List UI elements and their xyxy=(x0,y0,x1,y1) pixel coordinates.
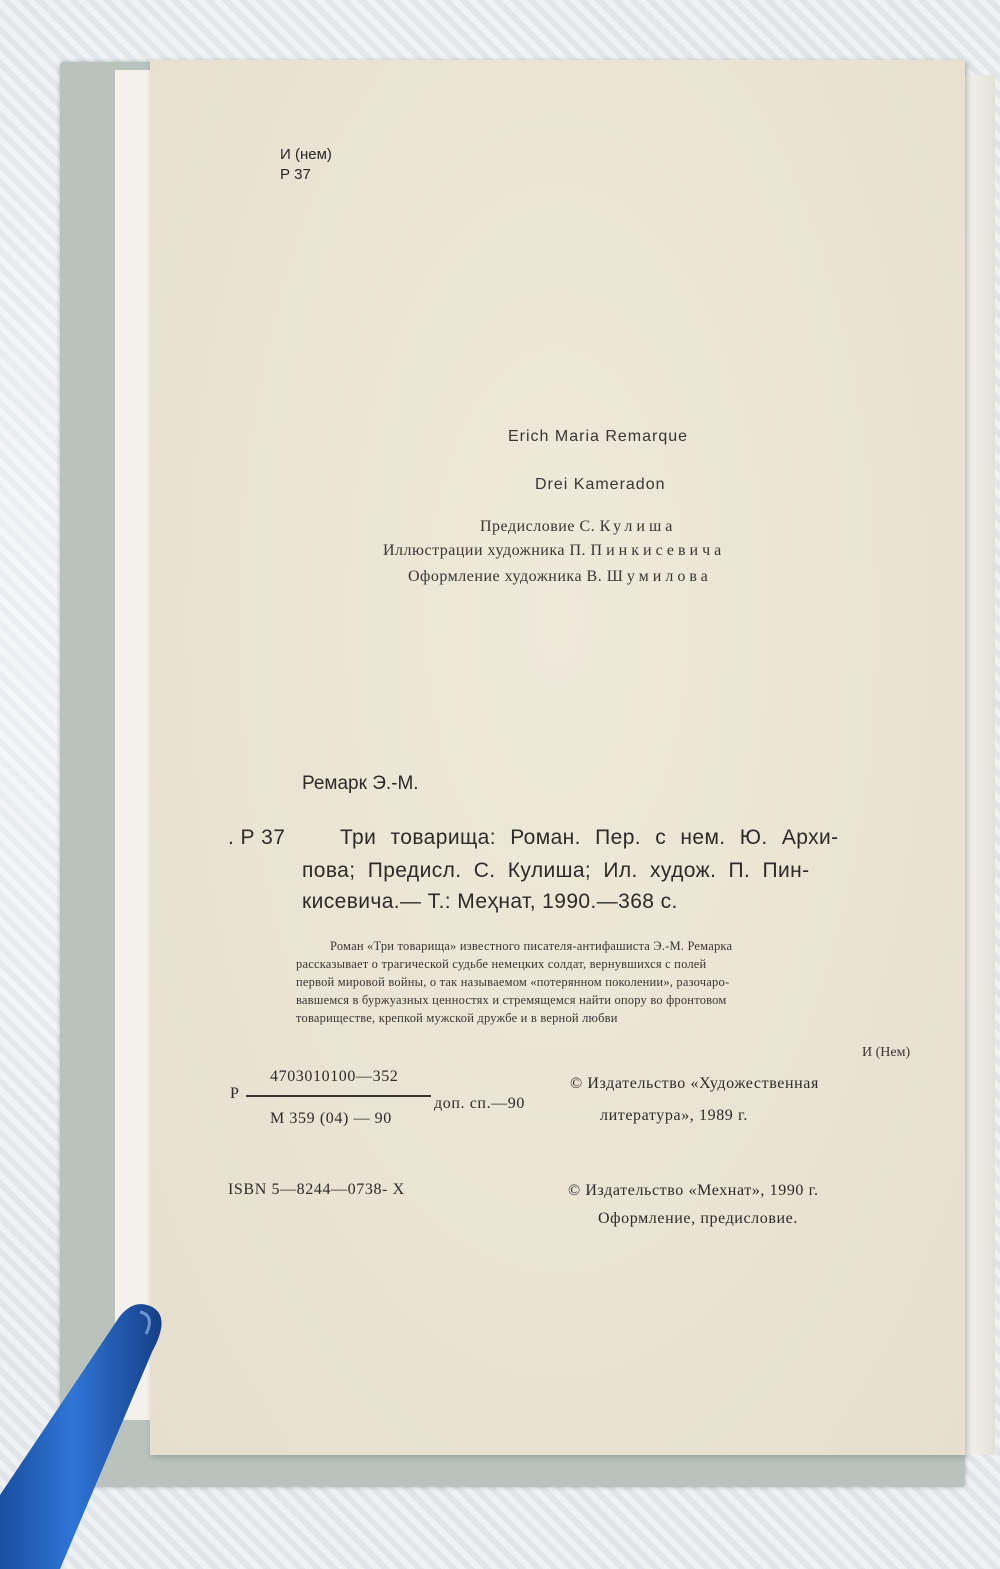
annotation-line-3: первой мировой войны, о так называемом «потерянном поколении», разочаро- xyxy=(296,975,730,989)
catalog-entry-line-2: пова; Предисл. С. Кулиша; Ил. худож. П. Пин- xyxy=(302,859,810,882)
credit-design-prefix: Оформление художника В. xyxy=(408,568,603,585)
annotation-line-2: рассказывает о трагической судьбе немецких солдат, вернувшихся с полей xyxy=(296,957,707,971)
pricing-denominator: М 359 (04) — 90 xyxy=(270,1110,392,1127)
credit-foreword-prefix: Предисловие С. xyxy=(480,518,596,535)
isbn-number: ISBN 5—8244—0738- X xyxy=(228,1181,405,1198)
header-code-2: Р 37 xyxy=(280,166,311,183)
original-title: Drei Kameradon xyxy=(535,476,666,493)
catalog-entry-line-3: кисевича.— Т.: Меҳнат, 1990.—368 с. xyxy=(302,890,678,913)
copyright-2-line-1: © Издательство «Мехнат», 1990 г. xyxy=(568,1182,819,1199)
copyright-1-line-2: литература», 1989 г. xyxy=(600,1107,748,1124)
pricing-note: доп. сп.—90 xyxy=(434,1095,525,1112)
credit-illustrations-prefix: Иллюстрации художника П. xyxy=(383,542,587,559)
pricing-numerator: 4703010100—352 xyxy=(270,1068,399,1085)
credit-design-name: Шумилова xyxy=(606,568,712,585)
annotation-line-4: вавшемся в буржуазных ценностях и стремящемся найти опору во фронтовом xyxy=(296,993,727,1007)
annotation-line-5: товариществе, крепкой мужской дружбе и в верной любви xyxy=(296,1011,618,1025)
catalog-author: Ремарк Э.-М. xyxy=(302,773,419,794)
credit-illustrations xyxy=(383,542,725,560)
copyright-2-line-2: Оформление, предисловие. xyxy=(598,1210,798,1227)
credit-illustrations-name: Пинкисевича xyxy=(590,542,726,559)
credit-design xyxy=(408,568,712,586)
book-page xyxy=(150,60,965,1455)
catalog-code: . Р 37 xyxy=(228,826,286,849)
credit-foreword-name: Кулиша xyxy=(599,518,677,535)
credit-foreword xyxy=(480,518,676,536)
copyright-1-line-1: © Издательство «Художественная xyxy=(570,1075,819,1092)
pen xyxy=(0,1290,200,1569)
pricing-fraction-rule xyxy=(246,1095,431,1097)
original-author: Erich Maria Remarque xyxy=(508,428,689,445)
classification-code: И (Нем) xyxy=(862,1045,911,1060)
pricing-letter: Р xyxy=(230,1085,240,1102)
pen-icon xyxy=(0,1290,200,1569)
annotation-line-1: Роман «Три товарища» известного писателя-антифашиста Э.-М. Ремарка xyxy=(330,939,733,953)
catalog-entry-line-1: Три товарища: Роман. Пер. с нем. Ю. Архи- xyxy=(340,826,839,849)
header-code-1: И (нем) xyxy=(280,146,332,163)
